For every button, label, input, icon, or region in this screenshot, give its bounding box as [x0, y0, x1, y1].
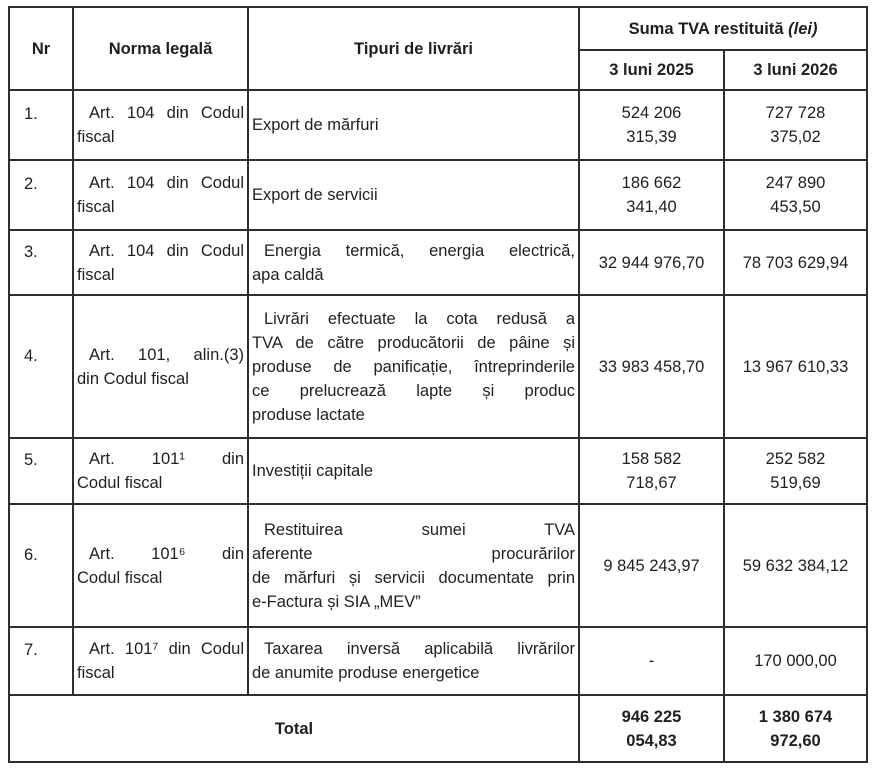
table-row-2	[9, 160, 867, 230]
cell-line: 158 582	[621, 450, 682, 468]
cell-line: 170 000,00	[754, 652, 837, 670]
header-suma-unit: (lei)	[788, 19, 818, 38]
cell-line: Art. 101, alin.(3)	[89, 345, 244, 364]
row-number-cell	[9, 90, 73, 160]
header-norma-legala: Norma legală	[73, 7, 248, 90]
norma-legala-cell	[73, 504, 248, 627]
value-2025-cell	[579, 230, 724, 295]
cell-line: 054,83	[626, 731, 677, 750]
table-body	[9, 90, 867, 762]
header-col-2026: 3 luni 2026	[724, 50, 867, 90]
cell-line: Investiții capitale	[252, 462, 374, 480]
cell-line: Art. 104 din Codul	[89, 241, 244, 260]
cell-line: 524 206	[621, 104, 682, 122]
cell-line: apa caldă	[252, 265, 324, 284]
cell-line: 727 728	[765, 104, 826, 122]
row-number: 3.	[24, 242, 38, 261]
cell-line: fiscal	[77, 198, 115, 216]
cell-line: de anumite produse energetice	[252, 664, 480, 682]
value-2026-cell	[724, 230, 867, 295]
cell-line: 32 944 976,70	[598, 253, 705, 272]
cell-line: aferente procurărilor	[252, 544, 575, 563]
value-2026-cell	[724, 438, 867, 504]
tipuri-livrari-cell	[248, 160, 579, 230]
row-number-cell	[9, 230, 73, 295]
value-2025-cell	[579, 627, 724, 695]
table-row-4	[9, 295, 867, 438]
cell-line: de mărfuri și servicii documentate prin	[252, 568, 575, 587]
cell-line: 453,50	[770, 198, 821, 216]
cell-line: Taxarea inversă aplicabilă livrărilor	[264, 640, 575, 658]
cell-line: 718,67	[626, 474, 677, 492]
cell-line: fiscal	[77, 664, 115, 682]
row-number-cell	[9, 627, 73, 695]
tipuri-livrari-cell	[248, 438, 579, 504]
value-2025-cell	[579, 160, 724, 230]
cell-line: 1 380 674	[758, 707, 833, 726]
table-row-3	[9, 230, 867, 295]
row-number-cell	[9, 504, 73, 627]
cell-line: fiscal	[77, 265, 115, 284]
cell-line: 972,60	[770, 731, 821, 750]
cell-line: 252 582	[765, 450, 826, 468]
cell-line: 341,40	[626, 198, 677, 216]
tipuri-livrari-cell	[248, 504, 579, 627]
header-nr: Nr	[9, 7, 73, 90]
cell-line: Livrări efectuate la cota redusă a	[264, 309, 575, 328]
cell-line: 13 967 610,33	[742, 357, 849, 376]
header-row-1	[9, 7, 867, 50]
row-number: 2.	[24, 175, 38, 193]
cell-line: Codul fiscal	[77, 474, 163, 492]
row-number: 6.	[24, 545, 38, 564]
total-label: Total	[9, 695, 579, 762]
tipuri-livrari-cell	[248, 295, 579, 438]
cell-line: 186 662	[621, 174, 682, 192]
header-tipuri-livrari: Tipuri de livrări	[248, 7, 579, 90]
cell-line: Art. 101⁶ din	[89, 544, 244, 563]
cell-line: Art. 104 din Codul	[89, 104, 244, 122]
value-2026-cell	[724, 295, 867, 438]
table-header	[9, 7, 867, 90]
value-2026-cell	[724, 160, 867, 230]
row-number: 5.	[24, 451, 38, 469]
cell-line: Export de mărfuri	[252, 116, 379, 134]
row-number-cell	[9, 295, 73, 438]
norma-legala-cell	[73, 160, 248, 230]
table-row-5	[9, 438, 867, 504]
tipuri-livrari-cell	[248, 90, 579, 160]
cell-line: 59 632 384,12	[742, 556, 849, 575]
total-row	[9, 695, 867, 762]
cell-line: Codul fiscal	[77, 568, 163, 587]
cell-line: 519,69	[770, 474, 821, 492]
cell-line: Energia termică, energia electrică,	[264, 241, 575, 260]
row-number: 4.	[24, 346, 38, 365]
header-suma-tva	[579, 7, 867, 50]
norma-legala-cell	[73, 295, 248, 438]
cell-line: 33 983 458,70	[598, 357, 705, 376]
cell-line: Export de servicii	[252, 186, 378, 204]
cell-line: Art. 101¹ din	[89, 450, 244, 468]
tipuri-livrari-cell	[248, 627, 579, 695]
total-value-2026-cell	[724, 695, 867, 762]
header-col-2025: 3 luni 2025	[579, 50, 724, 90]
value-2026-cell	[724, 90, 867, 160]
row-number: 7.	[24, 641, 38, 659]
value-2026-cell	[724, 627, 867, 695]
cell-line: produse de panificație, întreprinderile	[252, 357, 575, 376]
cell-line: 315,39	[626, 128, 677, 146]
table-row-6	[9, 504, 867, 627]
value-2025-cell	[579, 438, 724, 504]
cell-line: TVA de către producătorii de pâine și	[252, 333, 575, 352]
row-number-cell	[9, 438, 73, 504]
header-suma-title: Suma TVA restituită	[628, 19, 784, 38]
cell-line: e-Factura și SIA „MEV”	[252, 592, 421, 611]
total-value-2025-cell	[579, 695, 724, 762]
row-number-cell	[9, 160, 73, 230]
row-number: 1.	[24, 105, 38, 123]
cell-line: 9 845 243,97	[603, 556, 700, 575]
cell-line: fiscal	[77, 128, 115, 146]
cell-line: Art. 101⁷ din Codul	[89, 640, 244, 658]
table-row-1	[9, 90, 867, 160]
norma-legala-cell	[73, 627, 248, 695]
cell-line: ce prelucrează lapte și produc	[252, 381, 575, 400]
table-row-7	[9, 627, 867, 695]
cell-line: Restituirea sumei TVA	[264, 520, 575, 539]
tva-refund-table	[8, 6, 868, 763]
value-2026-cell	[724, 504, 867, 627]
value-2025-cell	[579, 295, 724, 438]
cell-line: 946 225	[621, 707, 682, 726]
cell-line: 78 703 629,94	[742, 253, 849, 272]
tipuri-livrari-cell	[248, 230, 579, 295]
cell-line: din Codul fiscal	[77, 369, 189, 388]
norma-legala-cell	[73, 438, 248, 504]
value-2025-cell	[579, 504, 724, 627]
cell-line: 247 890	[765, 174, 826, 192]
value-2025-cell	[579, 90, 724, 160]
cell-line: 375,02	[770, 128, 821, 146]
cell-line: produse lactate	[252, 405, 365, 424]
norma-legala-cell	[73, 90, 248, 160]
cell-line: Art. 104 din Codul	[89, 174, 244, 192]
norma-legala-cell	[73, 230, 248, 295]
cell-line: -	[648, 652, 655, 670]
